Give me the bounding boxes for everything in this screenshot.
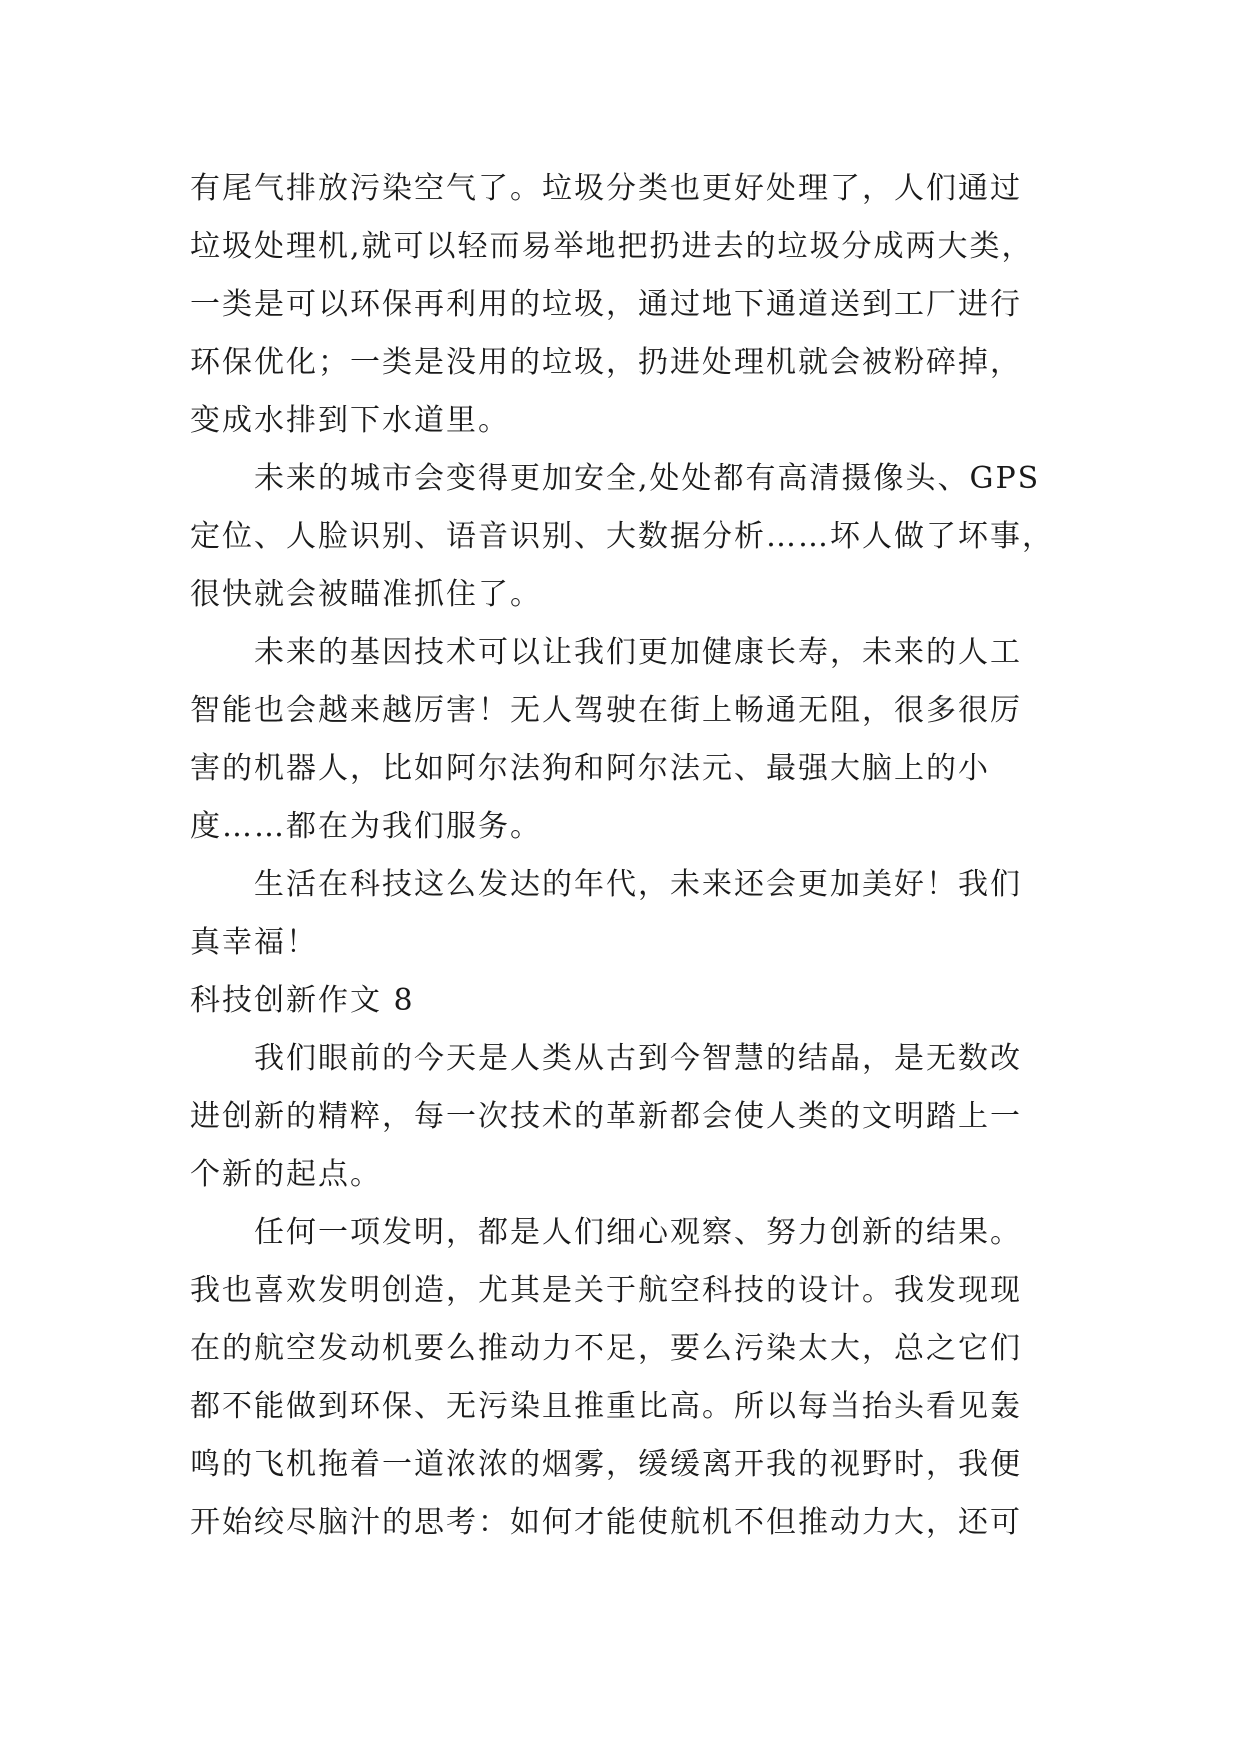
- text-line: 定位、人脸识别、语音识别、大数据分析……坏人做了坏事，: [190, 519, 1054, 554]
- paragraph-start-line: 生活在科技这么发达的年代，未来还会更加美好！我们: [254, 867, 1022, 902]
- paragraph-start-line: 任何一项发明，都是人们细心观察、努力创新的结果。: [254, 1215, 1022, 1250]
- text-line: 度……都在为我们服务。: [190, 809, 542, 844]
- text-line: 开始绞尽脑汁的思考：如何才能使航机不但推动力大，还可: [190, 1505, 1022, 1540]
- text-line: 环保优化；一类是没用的垃圾，扔进处理机就会被粉碎掉，: [190, 345, 1022, 380]
- text-line: 变成水排到下水道里。: [190, 403, 510, 438]
- text-line: 垃圾处理机,就可以轻而易举地把扔进去的垃圾分成两大类，: [190, 229, 1034, 264]
- text-line: 进创新的精粹，每一次技术的革新都会使人类的文明踏上一: [190, 1099, 1022, 1134]
- text-line: 都不能做到环保、无污染且推重比高。所以每当抬头看见轰: [190, 1389, 1022, 1424]
- text-line: 真幸福！: [190, 925, 318, 960]
- text-line: 鸣的飞机拖着一道浓浓的烟雾，缓缓离开我的视野时，我便: [190, 1447, 1022, 1482]
- paragraph-start-line: 未来的城市会变得更加安全,处处都有高清摄像头、GPS: [254, 461, 1041, 496]
- text-line: 一类是可以环保再利用的垃圾，通过地下通道送到工厂进行: [190, 287, 1022, 322]
- text-line: 很快就会被瞄准抓住了。: [190, 577, 542, 612]
- text-line: 我也喜欢发明创造，尤其是关于航空科技的设计。我发现现: [190, 1273, 1022, 1308]
- text-line: 在的航空发动机要么推动力不足，要么污染太大，总之它们: [190, 1331, 1022, 1366]
- paragraph-start-line: 未来的基因技术可以让我们更加健康长寿，未来的人工: [254, 635, 1022, 670]
- paragraph-start-line: 我们眼前的今天是人类从古到今智慧的结晶，是无数改: [254, 1041, 1022, 1076]
- section-heading: 科技创新作文 8: [190, 983, 415, 1018]
- body-text: [190, 160, 1070, 1552]
- text-line: 智能也会越来越厉害！无人驾驶在街上畅通无阻，很多很厉: [190, 693, 1022, 728]
- text-line: 个新的起点。: [190, 1157, 382, 1192]
- text-line: 有尾气排放污染空气了。垃圾分类也更好处理了，人们通过: [190, 171, 1022, 206]
- text-line: 害的机器人，比如阿尔法狗和阿尔法元、最强大脑上的小: [190, 751, 990, 786]
